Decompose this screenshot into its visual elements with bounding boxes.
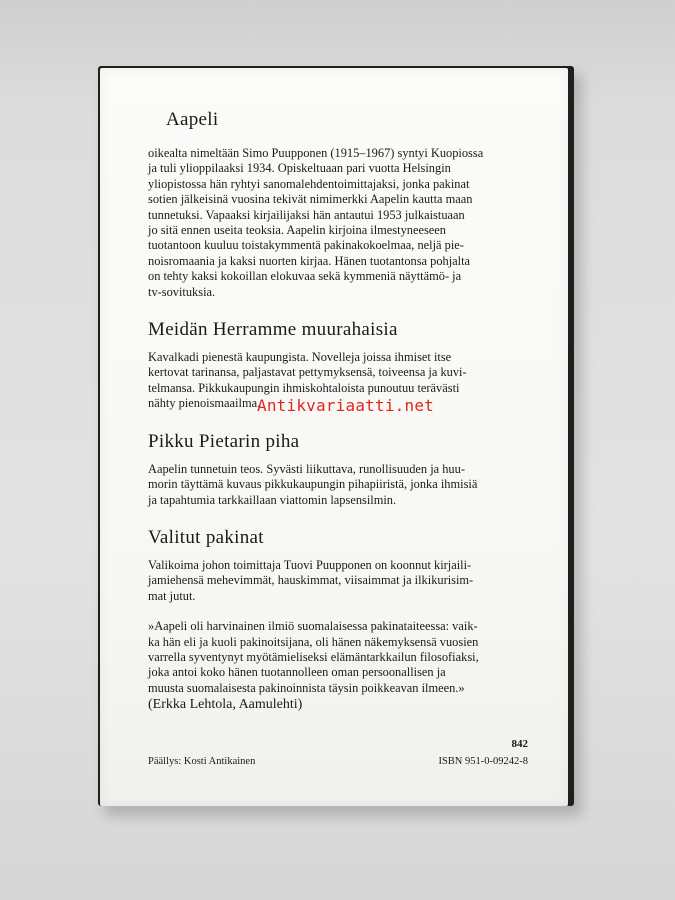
quote-line: muusta suomalaisesta pakinoinnista täysin poikkeavan ilmeen.» <box>148 680 465 695</box>
text-line: jo sitä ennen useita teoksia. Aapelin kirjoina ilmestyneeseen <box>148 223 446 238</box>
text-line: noisromaania ja kaksi nuorten kirjaa. Hänen tuotantonsa pohjalta <box>148 253 471 268</box>
text-line: nähty pienoismaailma. <box>148 396 261 411</box>
text-line: tuotantoon kuuluu toistakymmentä pakinakokoelmaa, neljä pie- <box>148 238 464 253</box>
isbn-number: ISBN 951-0-09242-8 <box>438 756 528 767</box>
text-line: oikealta nimeltään Simo Puupponen (1915–1967) syntyi Kuopiossa <box>148 146 484 160</box>
text-line: ja tuli ylioppilaaksi 1934. Opiskeltuaan pari vuotta Helsingin <box>148 161 451 176</box>
text-line: telmansa. Pikkukaupungin ihmiskohtaloista punoutuu terävästi <box>148 380 460 395</box>
text-line: Valikoima johon toimittaja Tuovi Puupponen on koonnut kirjaili- <box>148 557 472 572</box>
text-line: Kavalkadi pienestä kaupungista. Novelleja joissa ihmiset itse <box>148 350 452 365</box>
text-line: tunnetuksi. Vapaaksi kirjailijaksi hän antautui 1953 julkaistuaan <box>148 207 465 222</box>
quote-attribution: (Erkka Lehtola, Aamulehti) <box>148 697 303 713</box>
quote-line: »Aapeli oli harvinainen ilmiö suomalaisessa pakinataiteessa: vaik- <box>148 619 478 634</box>
text-line: morin täyttämä kuvaus pikkukaupungin pihapiiristä, jonka ihmisiä <box>148 477 478 492</box>
text-line: kertovat tarinansa, paljastavat pettymyksensä, toiveensa ja kuvi- <box>148 365 467 380</box>
section-title-pakinat: Valitut pakinat <box>148 526 264 548</box>
section-title-pietari: Pikku Pietarin piha <box>148 430 300 452</box>
quote-line: joka antoi koko hänen tuotannolleen oman persoonallisen ja <box>148 665 446 680</box>
section-body-pietari <box>148 462 533 508</box>
price-code: 842 <box>511 738 528 750</box>
text-line: mat jutut. <box>148 588 196 603</box>
book-back-cover <box>100 68 568 806</box>
quote-line: ka hän eli ja kuoli pakinoitsijana, oli hänen näkemyksensä vuosien <box>148 634 479 649</box>
section-title-aapeli: Aapeli <box>166 109 219 130</box>
text-line: yliopistossa hän ryhtyi sanomalehdentoimittajaksi, jonka pakinat <box>148 176 470 191</box>
text-line: ja tapahtumia tarkkaillaan viattomin lapsensilmin. <box>148 492 397 507</box>
text-line: jamiehensä mehevimmät, hauskimmat, viisaimmat ja ilkikurisim- <box>148 573 474 588</box>
text-line: tv-sovituksia. <box>148 284 216 299</box>
review-quote <box>148 619 533 714</box>
section-title-herramme: Meidän Herramme muurahaisia <box>148 319 398 341</box>
text-line: on tehty kaksi kokoillan elokuvaa sekä kymmeniä näyttämö- ja <box>148 269 462 284</box>
text-line: sotien jälkeisinä vuosina tekivät nimimerkki Aapelin kautta maan <box>148 192 473 207</box>
watermark-text: Antikvariaatti.net <box>257 396 434 415</box>
cover-credit: Päällys: Kosti Antikainen <box>148 756 256 767</box>
text-line: Aapelin tunnetuin teos. Syvästi liikuttava, runollisuuden ja huu- <box>148 461 465 476</box>
section-body-pakinat <box>148 558 533 604</box>
quote-line: varrella syventynyt myötämieliseksi elämäntarkkailun filosofiaksi, <box>148 649 479 664</box>
section-body-aapeli <box>148 146 533 300</box>
